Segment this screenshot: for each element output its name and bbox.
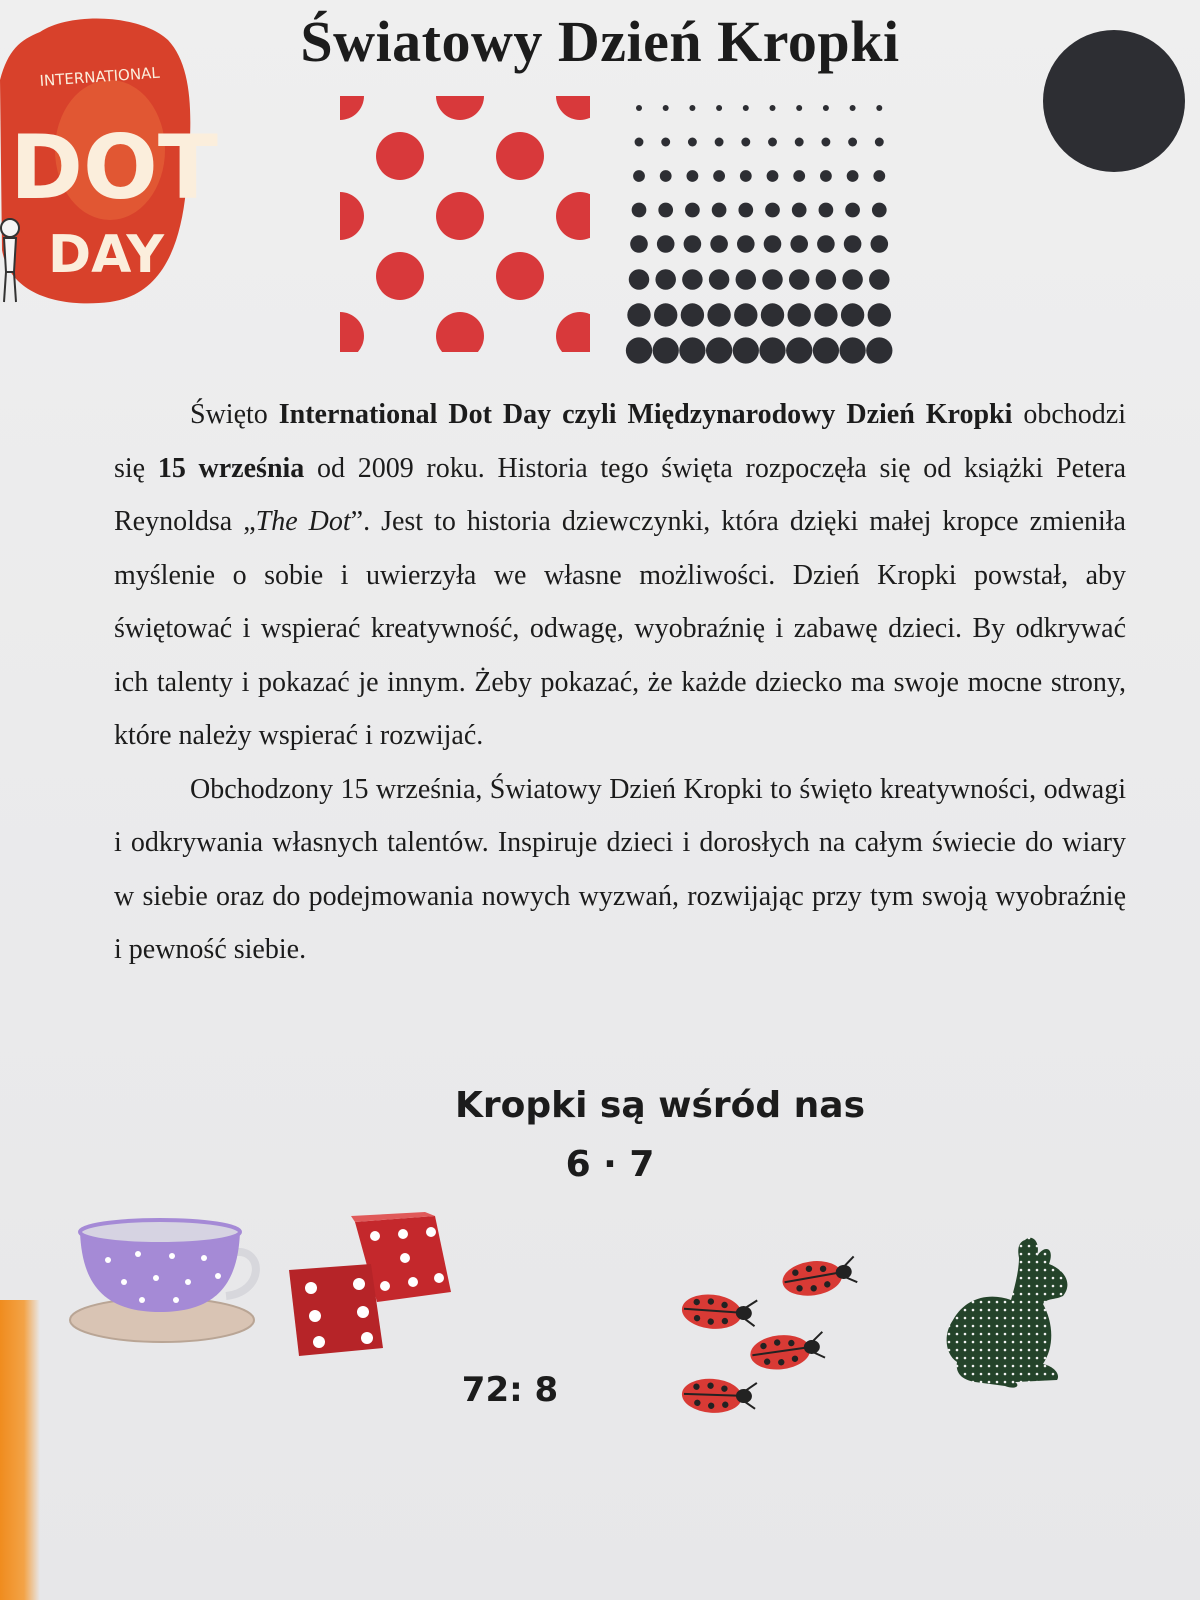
graduated-dot	[813, 337, 839, 363]
graduated-dot	[770, 105, 776, 111]
graduated-dot	[660, 170, 672, 182]
dot-day-logo	[0, 10, 218, 320]
graduated-dot	[762, 269, 783, 290]
graduated-dot	[654, 303, 677, 326]
graduated-dot	[796, 105, 802, 111]
red-dot	[556, 312, 604, 360]
red-dot	[436, 312, 484, 360]
ladybug	[780, 1255, 858, 1299]
graduated-dot	[759, 337, 785, 363]
graduated-dot	[713, 170, 725, 182]
graduated-dot	[819, 203, 834, 218]
graduated-dot	[709, 269, 730, 290]
red-dot	[436, 192, 484, 240]
red-dot	[556, 192, 604, 240]
graduated-dot	[636, 105, 642, 111]
graduated-dot	[820, 170, 832, 182]
graduated-dot	[817, 235, 835, 253]
graduated-dot	[626, 337, 652, 363]
graduated-dot	[681, 303, 704, 326]
graduated-dot	[633, 170, 645, 182]
graduated-dot	[866, 337, 892, 363]
logo-line1: INTERNATIONAL	[39, 63, 161, 90]
ladybug	[680, 1292, 757, 1334]
paragraph-2: Obchodzony 15 września, Światowy Dzień Kropki to święto kreatywności, odwagi i odkrywania własnych talentów. Inspiruje dzieci i dorosłych na całym świecie do wiary w siebie oraz do podejmowania nowych wyzwań, rozwijając przy tym swoją wyobraźnię i pewność siebie.	[114, 773, 1126, 965]
graduated-dot	[873, 170, 885, 182]
graduated-dot	[629, 269, 650, 290]
graduated-dot	[630, 235, 648, 253]
graduated-dot	[875, 138, 884, 147]
graduated-dot	[740, 170, 752, 182]
graduated-dot	[793, 170, 805, 182]
ladybug	[681, 1377, 757, 1416]
equation-division: 72: 8	[461, 1370, 559, 1410]
graduated-dot	[684, 235, 702, 253]
article-body	[114, 388, 1126, 977]
graduated-dot	[767, 170, 779, 182]
graduated-dot	[687, 170, 699, 182]
graduated-dot	[679, 337, 705, 363]
graduated-dot	[635, 138, 644, 147]
logo-line2: DOT	[10, 116, 218, 219]
graduated-dot	[657, 235, 675, 253]
graduated-dot	[716, 105, 722, 111]
graduated-dot	[658, 203, 673, 218]
graduated-dot	[764, 235, 782, 253]
graduated-dot	[814, 303, 837, 326]
red-dot	[556, 72, 604, 120]
graduated-dot	[655, 269, 676, 290]
graduated-dot	[715, 138, 724, 147]
graduated-dot	[871, 235, 889, 253]
graduated-dot	[663, 105, 669, 111]
red-dot	[316, 72, 364, 120]
graduated-dot	[869, 269, 890, 290]
graduated-dot	[823, 105, 829, 111]
graduated-dot	[816, 269, 837, 290]
graduated-dot	[768, 138, 777, 147]
die-front	[289, 1264, 383, 1356]
book-title: The Dot	[255, 506, 351, 537]
graduated-dot	[841, 303, 864, 326]
graduated-dot	[876, 105, 882, 111]
graduated-dot	[733, 337, 759, 363]
graduated-dot	[792, 203, 807, 218]
logo-line3: DAY	[48, 225, 165, 285]
red-dot	[376, 252, 424, 300]
ladybugs	[680, 1248, 830, 1433]
graduated-dot	[786, 337, 812, 363]
graduated-dot-pattern	[625, 96, 905, 358]
graduated-dot	[685, 203, 700, 218]
graduated-dot	[627, 303, 650, 326]
graduated-dot	[842, 269, 863, 290]
graduated-dot	[736, 269, 757, 290]
graduated-dot	[821, 138, 830, 147]
graduated-dot	[688, 138, 697, 147]
page-edge-orange	[0, 1300, 40, 1600]
large-black-dot	[1043, 30, 1185, 172]
equation-multiplication: 6 · 7	[565, 1144, 655, 1185]
graduated-dot	[839, 337, 865, 363]
graduated-dot	[743, 105, 749, 111]
polka-dot-cup	[68, 1212, 268, 1352]
graduated-dot	[712, 203, 727, 218]
graduated-dot	[848, 138, 857, 147]
graduated-dot	[789, 269, 810, 290]
graduated-dot	[738, 203, 753, 218]
red-dot	[496, 132, 544, 180]
graduated-dot	[788, 303, 811, 326]
graduated-dot	[661, 138, 670, 147]
graduated-dot	[790, 235, 808, 253]
graduated-dot	[632, 203, 647, 218]
graduated-dot	[707, 303, 730, 326]
graduated-dot	[689, 105, 695, 111]
graduated-dot	[868, 303, 891, 326]
red-dot	[496, 252, 544, 300]
red-dot	[316, 192, 364, 240]
paragraph-1: Święto International Dot Day czyli Międzynarodowy Dzień Kropki obchodzi się 15 września od 2009 roku. Historia tego święta rozpoczęła się od książki Petera Reynoldsa „The Dot”. Jest to historia dziewczynki, która dzięki małej kropce zmieniła myślenie o sobie i uwierzyła we własne możliwości. Dzień Kropki powstał, aby świętować i wspierać kreatywność, odwagę, wyobraźnię i zabawę dzieci. By odkrywać ich talenty i pokazać je innym. Żeby pokazać, że każde dziecko ma swoje mocne strony, które należy wspierać i rozwijać.	[114, 399, 1126, 751]
graduated-dot	[850, 105, 856, 111]
graduated-dot	[845, 203, 860, 218]
puzzle-heading: Kropki są wśród nas	[454, 1085, 866, 1126]
red-dot-pattern	[340, 96, 590, 352]
graduated-dot	[844, 235, 862, 253]
graduated-dot	[682, 269, 703, 290]
graduated-dot	[795, 138, 804, 147]
dice	[285, 1212, 460, 1362]
graduated-dot	[765, 203, 780, 218]
red-dot	[436, 72, 484, 120]
polka-dot-rabbit	[945, 1234, 1085, 1392]
graduated-dot	[761, 303, 784, 326]
ladybug	[749, 1331, 826, 1373]
graduated-dot	[706, 337, 732, 363]
graduated-dot	[734, 303, 757, 326]
graduated-dot	[737, 235, 755, 253]
page-title: Światowy Dzień Kropki	[300, 9, 900, 74]
red-dot	[376, 132, 424, 180]
graduated-dot	[653, 337, 679, 363]
red-dot	[316, 312, 364, 360]
graduated-dot	[741, 138, 750, 147]
graduated-dot	[847, 170, 859, 182]
graduated-dot	[872, 203, 887, 218]
graduated-dot	[710, 235, 728, 253]
